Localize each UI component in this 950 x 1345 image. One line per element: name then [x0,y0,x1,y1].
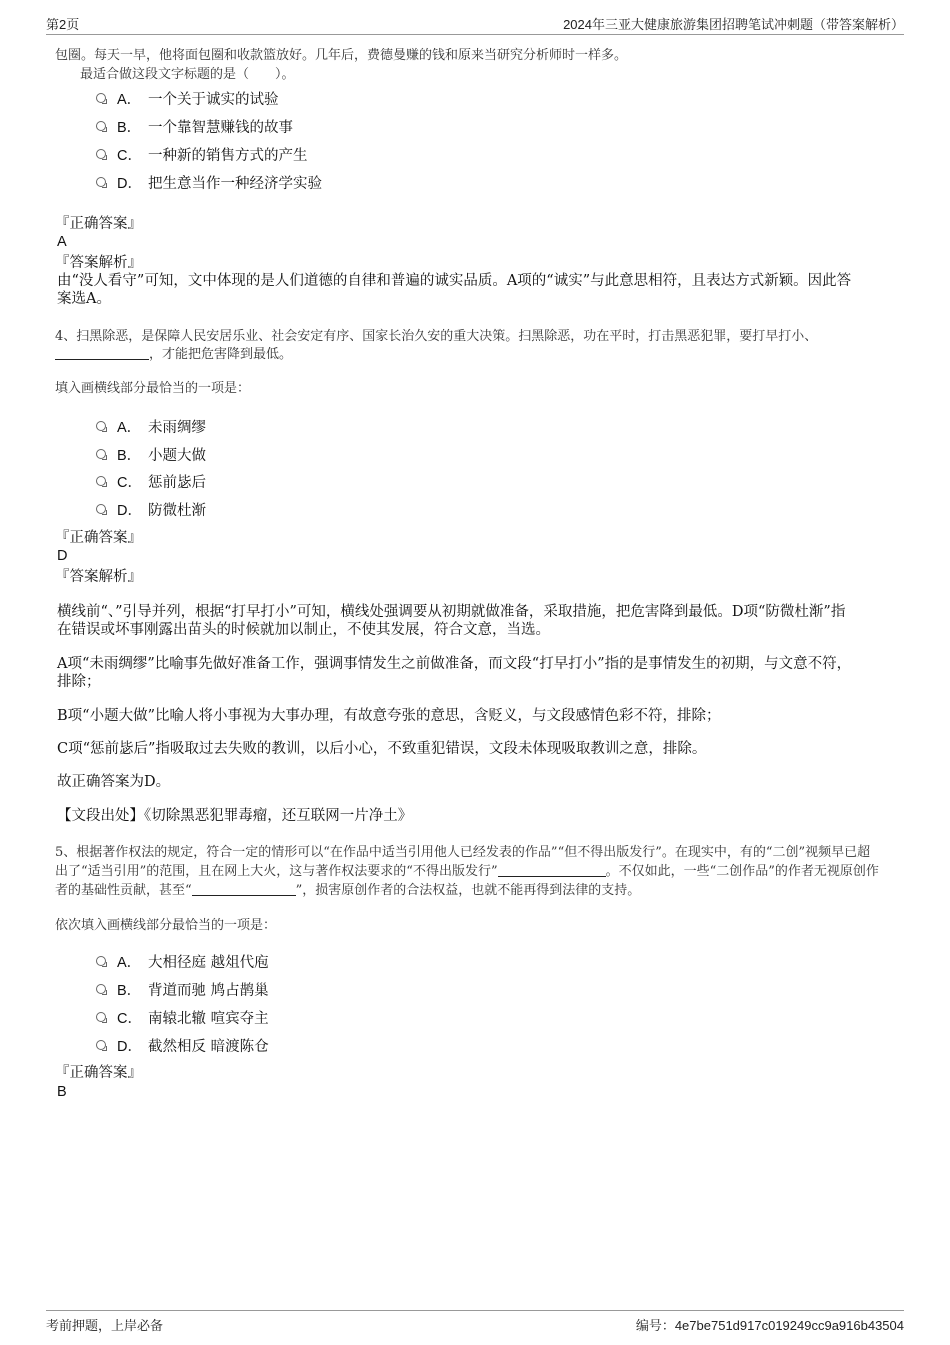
q5-stem-line2: 出了“适当引用”的范围，且在网上大火，这与著作权法要求的“不得出版发行” 。不仅如此，一些“二创作品”的作者无视原创作 [55,864,879,879]
q5-stem-line3: 者的基础性贡献，甚至“ ”，损害原创作者的合法权益，也就不能再得到法律的支持。 [55,883,641,898]
document-title: 2024年三亚大健康旅游集团招聘笔试冲刺题（带答案解析） [563,17,904,32]
q4-analysis-p2-line1: A项“未雨绸缪”比喻事先做好准备工作，强调事情发生之前做准备，而文段“打早打小”指的是事情发生的初期，与文意不符， [57,656,852,672]
q5-answer-label: 『正确答案』 [55,1065,142,1081]
radio-icon[interactable] [96,984,106,994]
radio-icon[interactable] [96,1012,106,1022]
q3-analysis-label: 『答案解析』 [55,255,142,271]
radio-icon[interactable] [96,121,106,131]
fill-blank-2 [192,881,296,896]
q4-answer-label: 『正确答案』 [55,530,142,546]
radio-icon[interactable] [96,93,106,103]
page-footer [46,1310,904,1335]
q4-source: 【文段出处】《切除黑恶犯罪毒瘤，还互联网一片净土》 [57,808,413,824]
q3-answer: A [57,234,67,250]
q4-prompt: 填入画横线部分最恰当的一项是： [55,381,251,396]
radio-icon[interactable] [96,504,106,514]
q3-passage-tail: 包圈。每天一早，他将面包圈和收款篮放好。几年后，费德曼赚的钱和原来当研究分析师时一样多。 [55,48,628,63]
footer-slogan: 考前押题，上岸必备 [46,1318,164,1333]
radio-icon[interactable] [96,449,106,459]
radio-icon[interactable] [96,149,106,159]
q4-stem-line1: 4、扫黑除恶，是保障人民安居乐业、社会安定有序、国家长治久安的重大决策。扫黑除恶，功在平时，打击黑恶犯罪，要打早打小、 [55,329,818,344]
q4-analysis-p4: C项“惩前毖后”指吸取过去失败的教训，以后小心，不致重犯错误，文段未体现吸取教训之意，排除。 [57,741,707,757]
q4-analysis-p1-line2: 在错误或坏事刚露出苗头的时候就加以制止，不使其发展，符合文意，当选。 [57,622,550,638]
page-number: 第2页 [46,17,80,32]
q3-analysis-line1: 由“没人看守”可知，文中体现的是人们道德的自律和普遍的诚实品质。A项的“诚实”与此意思相符，且表达方式新颖。因此答 [57,273,852,289]
q3-prompt: 最适合做这段文字标题的是（ ）。 [80,67,295,82]
radio-icon[interactable] [96,476,106,486]
q5-prompt: 依次填入画横线部分最恰当的一项是： [55,918,277,933]
fill-blank-1 [498,862,606,877]
q5-answer: B [57,1084,67,1100]
q4-analysis-p3: B项“小题大做”比喻人将小事视为大事办理，有故意夸张的意思，含贬义，与文段感情色彩不符，排除； [57,708,721,724]
radio-icon[interactable] [96,1040,106,1050]
q4-analysis-p5: 故正确答案为D。 [57,774,171,790]
radio-icon[interactable] [96,421,106,431]
radio-icon[interactable] [96,956,106,966]
fill-blank [55,345,149,360]
q5-stem-line1: 5、根据著作权法的规定，符合一定的情形可以“在作品中适当引用他人已经发表的作品”“但不得出版发行”。在现实中，有的“二创”视频早已超 [55,845,871,860]
q4-analysis-p1-line1: 横线前“、”引导并列，根据“打早打小”可知，横线处强调要从初期就做准备，采取措施，把危害降到最低。D项“防微杜渐”指 [57,604,846,620]
document-code: 编号：4e7be751d917c019249cc9a916b43504 [635,1318,904,1333]
q4-stem-line2: ，才能把危害降到最低。 [55,345,292,364]
q3-answer-label: 『正确答案』 [55,216,142,232]
q3-analysis-line2: 案选A。 [57,291,111,307]
page-header [46,14,904,35]
q4-analysis-p2-line2: 排除； [57,674,101,690]
q4-analysis-label: 『答案解析』 [55,569,142,585]
q4-answer: D [57,548,68,564]
radio-icon[interactable] [96,177,106,187]
